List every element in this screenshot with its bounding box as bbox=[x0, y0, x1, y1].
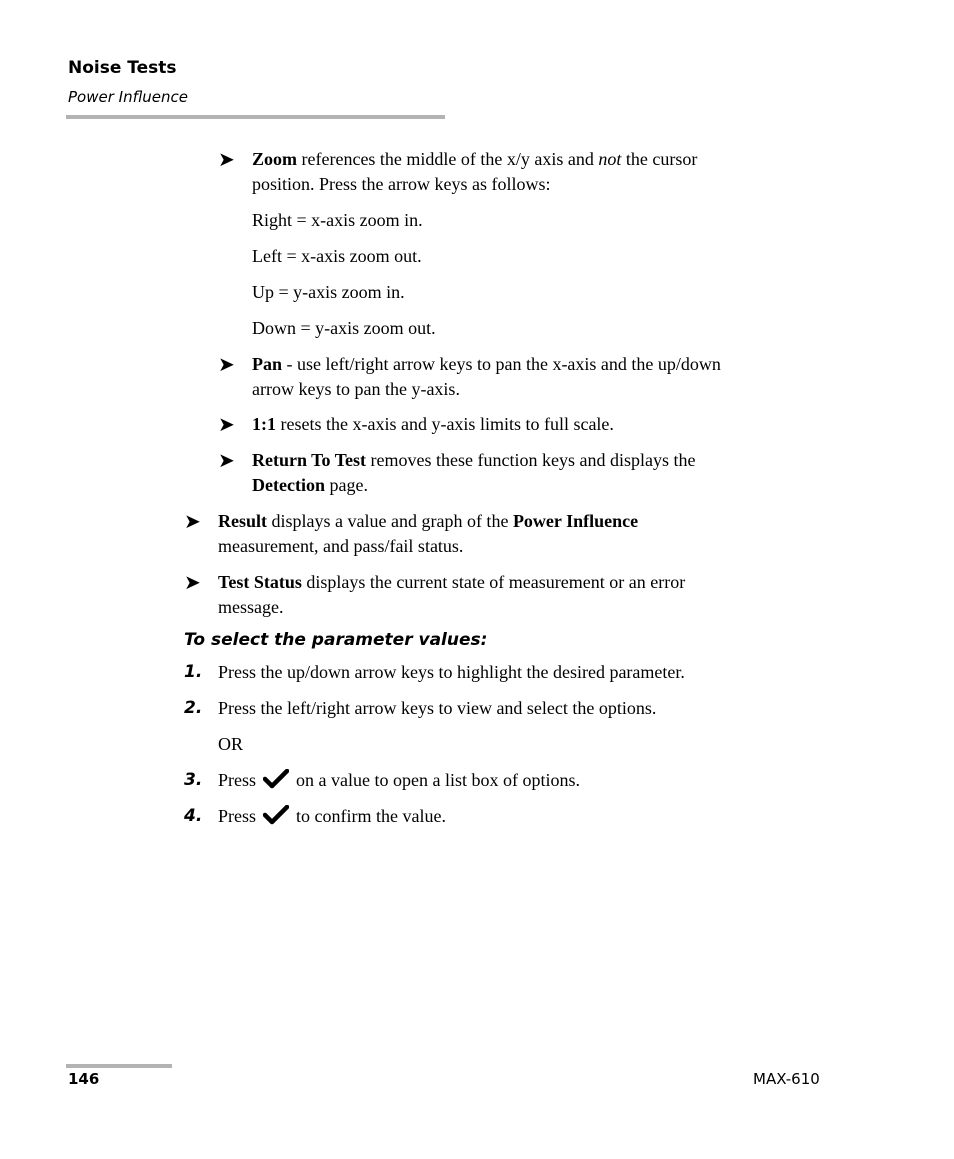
arrowhead-bullet-icon: ➤ bbox=[218, 412, 235, 436]
test-status-text: displays the current state of measurement or an error bbox=[306, 572, 686, 592]
one-to-one-bullet bbox=[252, 412, 614, 437]
result-bullet-line-1 bbox=[218, 509, 638, 534]
zoom-left-key: Left = x-axis zoom out. bbox=[252, 246, 422, 266]
pan-bullet-line-2: arrow keys to pan the y-axis. bbox=[252, 379, 460, 399]
step-post-text: on a value to open a list box of options. bbox=[296, 770, 580, 790]
arrowhead-bullet-icon: ➤ bbox=[184, 509, 201, 533]
step-pre-text: Press bbox=[218, 806, 257, 826]
arrowhead-bullet-icon: ➤ bbox=[218, 147, 235, 171]
return-to-test-bullet-line-2 bbox=[252, 473, 368, 498]
arrowhead-bullet-icon: ➤ bbox=[218, 352, 235, 376]
power-influence-term: Power Influence bbox=[512, 511, 639, 531]
zoom-emphasis: not bbox=[598, 149, 622, 169]
step-post-text: to confirm the value. bbox=[296, 806, 446, 826]
subsection-title: Power Influence bbox=[68, 88, 188, 106]
zoom-up-key: Up = y-axis zoom in. bbox=[252, 282, 405, 302]
one-to-one-text: resets the x-axis and y-axis limits to full scale. bbox=[280, 414, 614, 434]
arrowhead-bullet-icon: ➤ bbox=[184, 570, 201, 594]
return-to-test-term: Return To Test bbox=[252, 450, 367, 470]
step-text: Press the left/right arrow keys to view and select the options. bbox=[218, 698, 657, 718]
step-number: 3. bbox=[184, 770, 203, 790]
result-bullet-line-2: measurement, and pass/fail status. bbox=[218, 536, 464, 556]
result-term: Result bbox=[218, 511, 267, 531]
step-number: 4. bbox=[184, 806, 203, 826]
arrowhead-bullet-icon: ➤ bbox=[218, 448, 235, 472]
zoom-text-2: the cursor bbox=[625, 149, 698, 169]
step-pre-text: Press bbox=[218, 770, 257, 790]
checkmark-icon bbox=[263, 805, 289, 825]
section-title: Noise Tests bbox=[68, 58, 177, 78]
step-text bbox=[218, 768, 580, 793]
one-to-one-term: 1:1 bbox=[252, 414, 276, 434]
zoom-text-1: references the middle of the x/y axis and bbox=[301, 149, 594, 169]
test-status-term: Test Status bbox=[218, 572, 302, 592]
return-to-test-bullet-line-1 bbox=[252, 448, 695, 473]
return-to-test-text-2: page. bbox=[329, 475, 368, 495]
pan-bullet-line-1 bbox=[252, 352, 721, 377]
checkmark-icon bbox=[263, 769, 289, 789]
footer-divider bbox=[66, 1064, 172, 1068]
step-text bbox=[218, 804, 446, 829]
return-to-test-text: removes these function keys and displays the bbox=[370, 450, 696, 470]
procedure-heading: To select the parameter values: bbox=[184, 630, 488, 650]
test-status-bullet-line-2: message. bbox=[218, 597, 284, 617]
step-alternative: OR bbox=[218, 734, 244, 754]
product-name: MAX-610 bbox=[753, 1070, 820, 1088]
pan-text: - use left/right arrow keys to pan the x-axis and the up/down bbox=[286, 354, 721, 374]
pan-term: Pan bbox=[252, 354, 283, 374]
step-text: Press the up/down arrow keys to highlight the desired parameter. bbox=[218, 662, 685, 682]
zoom-down-key: Down = y-axis zoom out. bbox=[252, 318, 436, 338]
detection-term: Detection bbox=[252, 475, 325, 495]
page-number: 146 bbox=[68, 1070, 100, 1088]
step-number: 1. bbox=[184, 662, 203, 682]
result-text: displays a value and graph of the bbox=[271, 511, 509, 531]
step-number: 2. bbox=[184, 698, 203, 718]
header-divider bbox=[66, 115, 445, 119]
zoom-bullet-line-2: position. Press the arrow keys as follows: bbox=[252, 174, 551, 194]
zoom-term: Zoom bbox=[252, 149, 297, 169]
zoom-bullet-line-1 bbox=[252, 147, 697, 172]
zoom-right-key: Right = x-axis zoom in. bbox=[252, 210, 423, 230]
test-status-bullet-line-1 bbox=[218, 570, 685, 595]
